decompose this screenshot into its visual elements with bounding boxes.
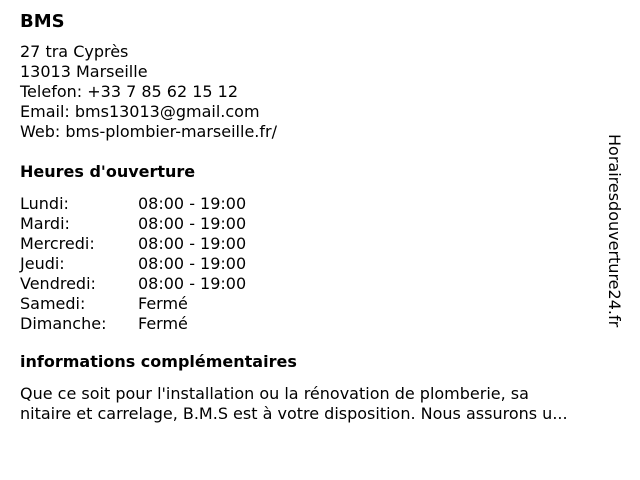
day-hours: 08:00 - 19:00 <box>138 194 247 213</box>
hours-row-saturday <box>20 294 610 314</box>
hours-row-thursday <box>20 254 610 274</box>
email-line: Email: bms13013@gmail.com <box>20 102 260 121</box>
day-hours: 08:00 - 19:00 <box>138 254 247 273</box>
info-text-line: nitaire et carrelage, B.M.S est à votre disposition. Nous assurons u... <box>20 404 568 423</box>
day-hours: 08:00 - 19:00 <box>138 274 247 293</box>
day-hours: Fermé <box>138 294 188 313</box>
address-block <box>20 42 610 142</box>
day-hours: 08:00 - 19:00 <box>138 234 247 253</box>
day-label: Vendredi: <box>20 274 96 293</box>
phone-line: Telefon: +33 7 85 62 15 12 <box>20 82 239 101</box>
day-label: Lundi: <box>20 194 69 213</box>
hours-row-monday <box>20 194 610 214</box>
opening-hours-section <box>20 162 610 334</box>
address-city: 13013 Marseille <box>20 62 148 81</box>
hours-row-tuesday <box>20 214 610 234</box>
address-street: 27 tra Cyprès <box>20 42 129 61</box>
additional-info-text <box>20 384 620 424</box>
business-card <box>20 10 610 424</box>
business-name: BMS <box>20 11 65 32</box>
day-hours: Fermé <box>138 314 188 333</box>
web-line: Web: bms-plombier-marseille.fr/ <box>20 122 277 141</box>
info-text-line: Que ce soit pour l'installation ou la rénovation de plomberie, sa <box>20 384 529 403</box>
site-watermark: Horairesdouverture24.fr <box>605 134 624 328</box>
hours-row-friday <box>20 274 610 294</box>
additional-info-title: informations complémentaires <box>20 352 297 371</box>
day-label: Mercredi: <box>20 234 95 253</box>
opening-hours-title: Heures d'ouverture <box>20 162 196 181</box>
hours-row-sunday <box>20 314 610 334</box>
day-hours: 08:00 - 19:00 <box>138 214 247 233</box>
day-label: Samedi: <box>20 294 86 313</box>
additional-info-section <box>20 352 610 424</box>
day-label: Mardi: <box>20 214 70 233</box>
day-label: Jeudi: <box>20 254 65 273</box>
hours-row-wednesday <box>20 234 610 254</box>
day-label: Dimanche: <box>20 314 107 333</box>
